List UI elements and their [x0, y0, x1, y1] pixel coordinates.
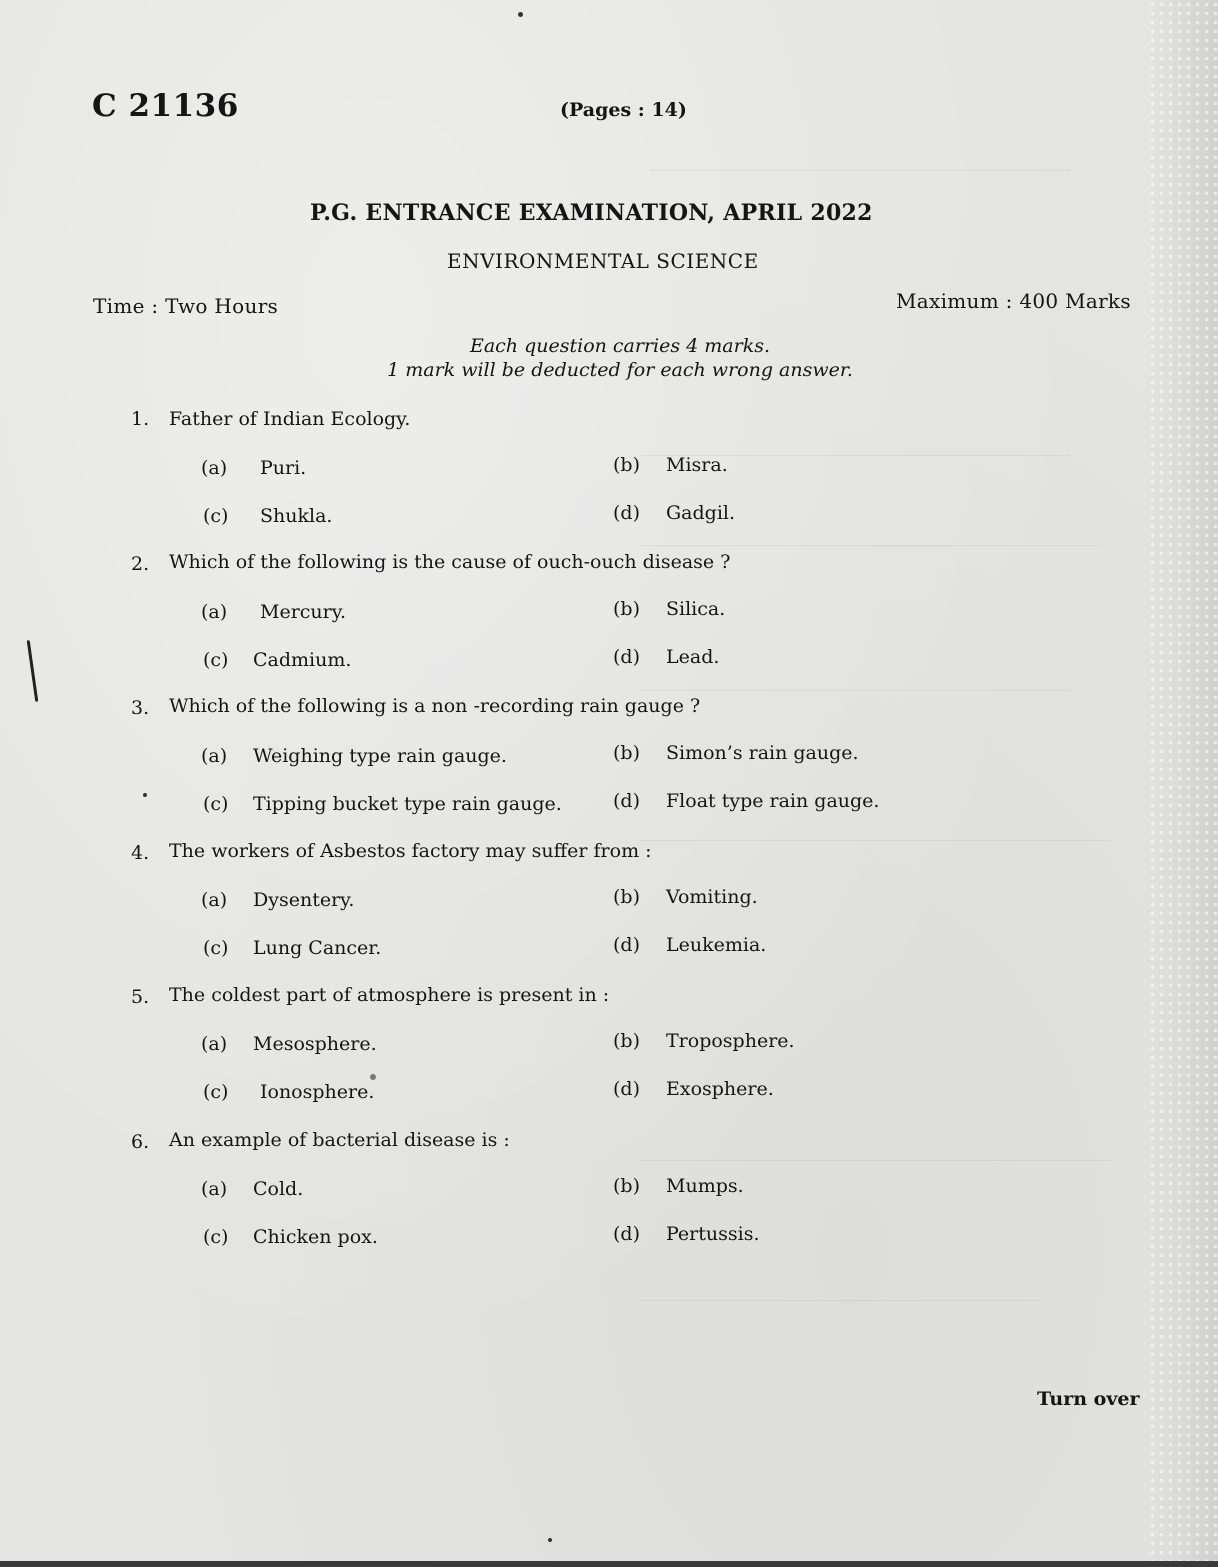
option-c-label: (c)	[203, 505, 229, 527]
question-number: 2.	[131, 553, 150, 575]
option-b-text: Simon’s rain gauge.	[666, 742, 859, 764]
paper-code: C 21136	[92, 88, 239, 124]
option-d-label: (d)	[613, 1223, 640, 1245]
option-c-text: Shukla.	[260, 505, 333, 527]
show-through-line	[640, 690, 1070, 691]
show-through-line	[640, 1160, 1110, 1161]
option-a-label: (a)	[201, 457, 228, 479]
option-b-label: (b)	[613, 1175, 640, 1197]
option-d-text: Pertussis.	[666, 1223, 760, 1245]
question-text: The workers of Asbestos factory may suffer from :	[169, 840, 652, 862]
option-c-text: Chicken pox.	[253, 1226, 378, 1248]
question-number: 3.	[131, 697, 150, 719]
option-c-text: Tipping bucket type rain gauge.	[253, 793, 562, 815]
option-b-text: Silica.	[666, 598, 726, 620]
option-a-text: Mercury.	[260, 601, 346, 623]
option-c-text: Lung Cancer.	[253, 937, 382, 959]
option-b-text: Vomiting.	[666, 886, 758, 908]
exam-duration: Time : Two Hours	[93, 294, 279, 318]
show-through-line	[640, 545, 1100, 546]
option-a-label: (a)	[201, 1033, 228, 1055]
show-through-line	[640, 840, 1110, 841]
option-b-text: Troposphere.	[666, 1030, 795, 1052]
option-b-label: (b)	[613, 598, 640, 620]
option-a-label: (a)	[201, 1178, 228, 1200]
question-number: 4.	[131, 842, 150, 864]
stray-dot	[143, 793, 147, 797]
option-a-text: Puri.	[260, 457, 307, 479]
instruction-marks-per-question: Each question carries 4 marks.	[469, 335, 771, 357]
option-b-label: (b)	[613, 454, 640, 476]
option-a-label: (a)	[201, 889, 228, 911]
option-a-text: Mesosphere.	[253, 1033, 377, 1055]
option-a-text: Dysentery.	[253, 889, 355, 911]
option-c-label: (c)	[203, 1226, 229, 1248]
option-a-label: (a)	[201, 601, 228, 623]
stray-pen-mark	[27, 640, 39, 702]
option-c-label: (c)	[203, 937, 229, 959]
option-b-label: (b)	[613, 742, 640, 764]
option-d-text: Exosphere.	[666, 1078, 774, 1100]
option-c-text: Ionosphere.	[260, 1081, 375, 1103]
option-d-label: (d)	[613, 502, 640, 524]
subject-title: ENVIRONMENTAL SCIENCE	[447, 249, 759, 273]
option-b-text: Mumps.	[666, 1175, 744, 1197]
show-through-line	[650, 170, 1070, 171]
maximum-marks: Maximum : 400 Marks	[896, 289, 1131, 313]
option-d-label: (d)	[613, 790, 640, 812]
turn-over-note: Turn over	[1037, 1388, 1140, 1410]
scan-edge-texture	[1148, 0, 1218, 1567]
option-d-text: Gadgil.	[666, 502, 736, 524]
option-d-label: (d)	[613, 934, 640, 956]
option-b-text: Misra.	[666, 454, 728, 476]
question-number: 6.	[131, 1131, 150, 1153]
exam-title: P.G. ENTRANCE EXAMINATION, APRIL 2022	[310, 200, 873, 226]
question-text: The coldest part of atmosphere is present in :	[169, 984, 610, 1006]
option-d-label: (d)	[613, 1078, 640, 1100]
option-b-label: (b)	[613, 886, 640, 908]
stray-dot	[548, 1538, 552, 1542]
option-b-label: (b)	[613, 1030, 640, 1052]
instruction-negative-marking: 1 mark will be deducted for each wrong answer.	[387, 359, 853, 381]
scan-bottom-edge	[0, 1561, 1218, 1567]
question-text: Father of Indian Ecology.	[169, 408, 411, 430]
option-c-label: (c)	[203, 793, 229, 815]
question-text: Which of the following is a non -recording rain gauge ?	[169, 695, 701, 717]
question-text: An example of bacterial disease is :	[169, 1129, 510, 1151]
option-c-label: (c)	[203, 649, 229, 671]
question-number: 5.	[131, 986, 150, 1008]
stray-dot	[518, 12, 523, 17]
option-a-label: (a)	[201, 745, 228, 767]
option-d-label: (d)	[613, 646, 640, 668]
page-count: (Pages : 14)	[560, 99, 687, 121]
option-c-text: Cadmium.	[253, 649, 352, 671]
show-through-line	[640, 1300, 1040, 1301]
option-d-text: Float type rain gauge.	[666, 790, 880, 812]
option-c-label: (c)	[203, 1081, 229, 1103]
option-d-text: Lead.	[666, 646, 720, 668]
stray-dot	[370, 1074, 376, 1080]
question-text: Which of the following is the cause of ouch-ouch disease ?	[169, 551, 731, 573]
question-number: 1.	[131, 408, 150, 430]
option-d-text: Leukemia.	[666, 934, 767, 956]
option-a-text: Weighing type rain gauge.	[253, 745, 507, 767]
option-a-text: Cold.	[253, 1178, 304, 1200]
